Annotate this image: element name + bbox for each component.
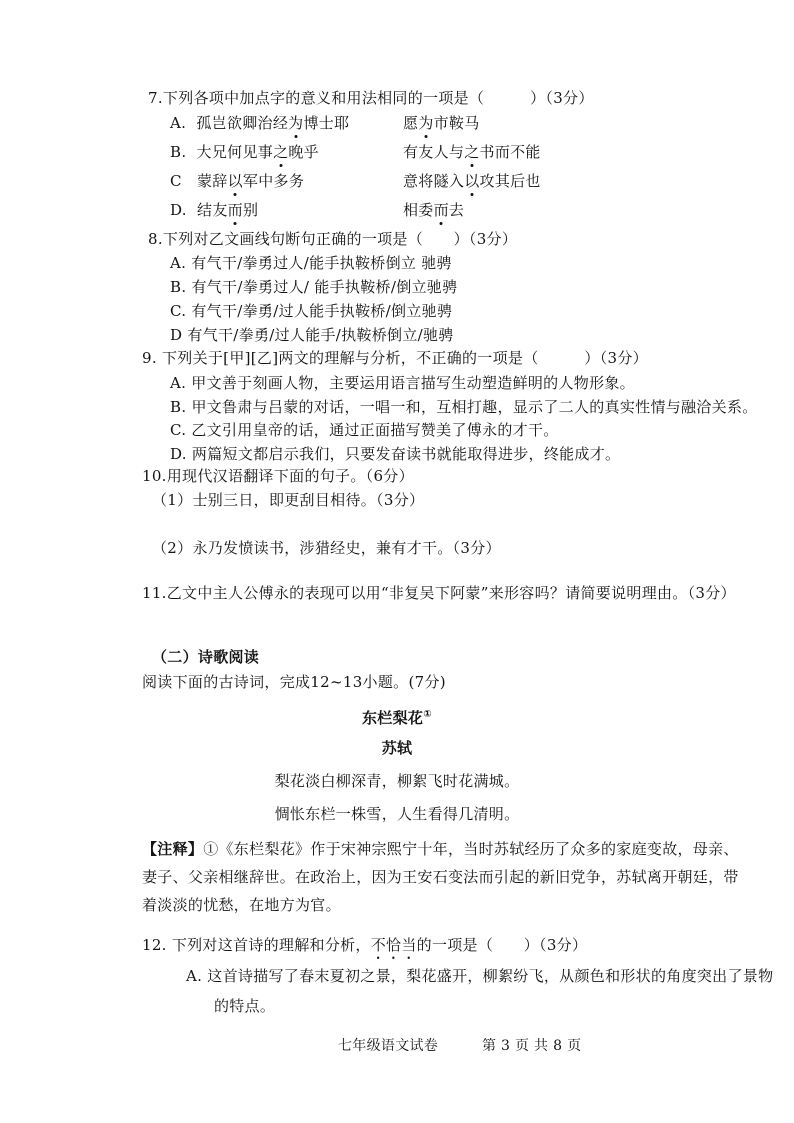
option-label: B. xyxy=(170,143,187,161)
footer-exam-name: 七年级语文试卷 xyxy=(338,1038,439,1054)
section-instruction: 阅读下面的古诗词，完成12~13小题。(7分) xyxy=(142,673,446,691)
q7-option-b-right xyxy=(403,142,541,162)
dotted-char: 而 xyxy=(433,201,449,219)
q7-option-c-right xyxy=(403,171,541,191)
footer-page-number: 第 3 页 共 8 页 xyxy=(482,1038,582,1054)
option-label: D. xyxy=(170,201,187,219)
option-text: 市鞍马 xyxy=(433,114,480,132)
q7-option-c xyxy=(170,171,304,191)
option-text: 有友人与 xyxy=(403,143,465,161)
emphasized-text: 不恰当 xyxy=(370,936,417,954)
q9-option-c: C. 乙文引用皇帝的话，通过正面描写赞美了傅永的才干。 xyxy=(170,421,559,439)
question-9-stem: 9. 下列关于[甲][乙]两文的理解与分析，不正确的一项是（ ）（3分） xyxy=(142,349,648,367)
question-8-stem: 8.下列对乙文画线句断句正确的一项是（ ）（3分） xyxy=(148,230,518,248)
option-text: 博士耶 xyxy=(303,114,350,132)
q8-option-c: C. 有气干/拳勇/过人能手执鞍桥/倒立驰骋 xyxy=(170,302,453,320)
option-text: 意将隧入 xyxy=(403,172,465,190)
option-label: A. xyxy=(170,114,187,132)
poem-note-2: 妻子、父亲相继辞世。在政治上，因为王安石变法而引起的新旧党争，苏轼离开朝廷，带 xyxy=(142,868,739,886)
dotted-char: 为 xyxy=(288,114,304,132)
poem-title xyxy=(0,705,794,728)
option-text: 军中多务 xyxy=(242,172,305,190)
q10-sentence-1: （1）士别三日，即更刮目相待。（3分） xyxy=(152,491,425,509)
option-text: 攻其后也 xyxy=(479,172,541,190)
dotted-char: 之 xyxy=(273,143,289,161)
dotted-char: 以 xyxy=(464,172,480,190)
q10-sentence-2: （2）永乃发愤读书，涉猎经史，兼有才干。（3分） xyxy=(152,539,501,557)
option-text: 相委 xyxy=(403,201,434,219)
option-text: 结友 xyxy=(197,201,228,219)
section-heading: （二）诗歌阅读 xyxy=(152,648,260,666)
poem-note-3: 着淡淡的忧愁，在地方为官。 xyxy=(142,896,341,914)
note-label: 【注释】 xyxy=(142,840,204,858)
q12-option-a-line-2: 的特点。 xyxy=(214,997,276,1015)
q7-option-a-right xyxy=(403,113,480,133)
q12-option-a-line-1: A. 这首诗描写了春末夏初之景，梨花盛开，柳絮纷飞，从颜色和形状的角度突出了景物 xyxy=(186,967,774,985)
option-text: 去 xyxy=(448,201,465,219)
option-text: 书而不能 xyxy=(479,143,541,161)
option-text: 孤岂欲卿治经 xyxy=(196,114,289,132)
poem-line-2: 惆怅东栏一株雪，人生看得几清明。 xyxy=(274,805,520,823)
option-text: 愿 xyxy=(403,114,419,132)
option-text: 晚乎 xyxy=(288,143,319,161)
note-text: ①《东栏梨花》作于宋神宗熙宁十年，当时苏轼经历了众多的家庭变故，母亲、 xyxy=(203,840,739,858)
stem-text: 的一项是（ ）（3分） xyxy=(416,936,588,954)
dotted-char: 而 xyxy=(227,201,243,219)
poem-note-1 xyxy=(142,839,739,859)
q7-option-b xyxy=(170,142,319,162)
poem-title-note: ① xyxy=(423,709,432,720)
q9-option-a: A. 甲文善于刻画人物，主要运用语言描写生动塑造鲜明的人物形象。 xyxy=(170,374,635,392)
q9-option-b: B. 甲文鲁肃与吕蒙的对话，一唱一和，互相打趣，显示了二人的真实性情与融洽关系。 xyxy=(170,398,758,416)
dotted-char: 为 xyxy=(418,114,434,132)
q8-option-b: B. 有气干/拳勇过人/ 能手执鞍桥/倒立驰骋 xyxy=(170,278,458,296)
q8-option-a: A. 有气干/拳勇过人/能手执鞍桥倒立 驰骋 xyxy=(170,254,452,272)
q7-option-d xyxy=(170,200,258,220)
poem-title-text: 东栏梨花 xyxy=(362,709,424,727)
dotted-char: 之 xyxy=(464,143,480,161)
stem-text: 12. 下列对这首诗的理解和分析， xyxy=(142,936,371,954)
question-7-stem: 7.下列各项中加点字的意义和用法相同的一项是（ ）（3分） xyxy=(148,89,594,107)
question-10-stem: 10.用现代汉语翻译下面的句子。（6分） xyxy=(142,467,414,485)
question-12-stem xyxy=(142,935,587,963)
q7-option-a xyxy=(170,113,349,133)
poem-author: 苏轼 xyxy=(381,739,413,757)
option-text: 蒙辞 xyxy=(197,172,228,190)
option-text: 别 xyxy=(242,201,259,219)
option-label: C xyxy=(170,172,182,190)
q7-option-d-right xyxy=(403,200,464,220)
option-text: 大兄何见事 xyxy=(196,143,274,161)
dotted-char: 以 xyxy=(227,172,243,190)
question-11-stem: 11.乙文中主人公傅永的表现可以用“非复吴下阿蒙”来形容吗？请简要说明理由。（3分） xyxy=(142,584,736,602)
q9-option-d: D. 两篇短文都启示我们，只要发奋读书就能取得进步，终能成才。 xyxy=(170,445,621,463)
poem-line-1: 梨花淡白柳深青，柳絮飞时花满城。 xyxy=(274,772,520,790)
q8-option-d: D 有气干/拳勇/过人能手/执鞍桥倒立/驰骋 xyxy=(170,326,454,344)
